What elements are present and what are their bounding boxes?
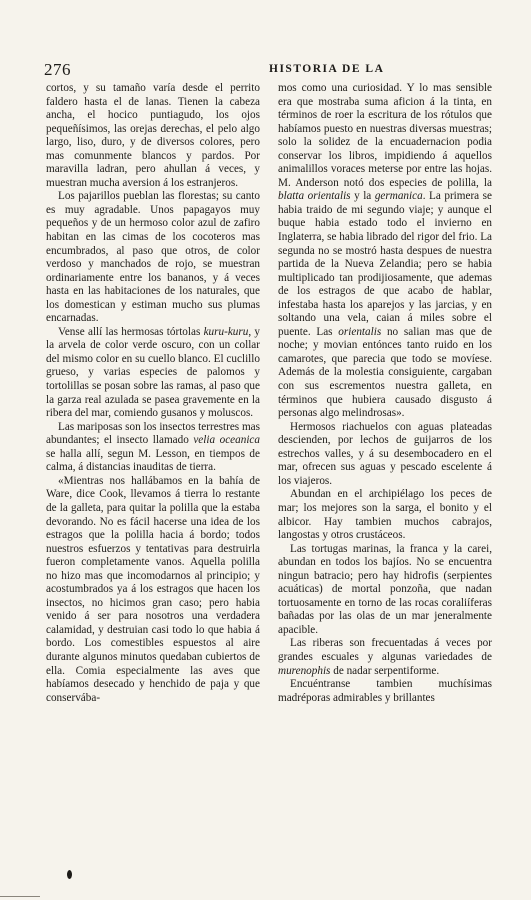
italic-term: kuru-kuru	[203, 325, 249, 338]
paragraph: Las tortugas marinas, la franca y la carei, abundan en todos los bajíos. No se encuentra ningun batracio; pero hay hidrofis (serpientes acuáticas) de mortal ponzoña, que nadan tortuosamente en torno de las rocas coraliíferas bañadas por las olas de un mar jeneralmente apacible.	[278, 542, 492, 636]
paragraph: Encuéntranse tambien muchísimas madréporas admirables y brillantes	[278, 678, 492, 704]
paragraph: Los pajarillos pueblan las florestas; su canto es muy agradable. Unos papagayos muy pequeños y de un hermoso color azul de zafiro habitan en las cimas de los cocoteros mas encumbrados, al paso que otros, de color verdoso y manchados de rojo, se muestran ordinariamente entre los bananos, y á veces hasta en las habitaciones de los naturales, que los domestican y estiman mucho sus plumas encarnadas.	[46, 190, 260, 325]
paragraph	[278, 82, 492, 421]
left-column	[46, 82, 260, 705]
text-run: . La primera se habia traido de mi segundo viaje; y aunque el buque habia estado todo el invierno en Inglaterra, se habia librado del rigor del frio. La segunda no se mostró hasta despues de nuestra partida de la Nueva Zelandia; pero se habia multiplicado tan prodijiosamente, que ademas de los estragos de que acabo de hablar, infestaba hasta los aparejos y las jarcias, y en soltando una vela, caian á miles sobre el puente. Las	[278, 190, 493, 338]
italic-term: murenophis	[278, 664, 331, 677]
bottom-rule	[0, 896, 40, 897]
paragraph	[278, 637, 492, 678]
running-head: HISTORIA DE LA	[269, 63, 385, 75]
text-run: Las mariposas son los insectos terrestres mas abundantes; el insecto llamado	[46, 420, 260, 447]
text-run: de nadar serpentiforme.	[330, 664, 440, 677]
paragraph: «Mientras nos hallábamos en la bahía de Ware, dice Cook, llevamos á tierra lo restante de la galleta, para quitar la polilla que la estaba devorando. No es fácil hacerse una idea de los estragos que la polilla hacia á bordo; todos nuestros esfuerzos y tentativas para destruirla fueron completamente vanos. Aquella polilla no hizo mas que incomodarnos al principio; y acostumbrados ya á los estragos que hacen los insectos, no hicimos gran caso; pero habia venido á ser para nosotros una verdadera calamidad, y destruian casi todo lo que habia á bordo. Los comestibles espuestos al aire durante algunos minutos quedaban cubiertos de ella. Comia especialmente las aves que habíamos desecado y henchido de paja y que conservába-	[46, 474, 260, 704]
italic-term: blatta orientalis	[278, 190, 351, 203]
text-run: Las riberas son frecuentadas á veces por grandes escuales y algunas variedades de	[278, 637, 492, 663]
text-run: y la	[350, 190, 375, 203]
paragraph	[46, 326, 260, 421]
paragraph: cortos, y su tamaño varía desde el perrito faldero hasta el de lanas. Tienen la cabeza ancha, el hocico puntiagudo, los ojos pequeñísimos, las orejas derechas, el pelo algo largo, liso, duro, y de diversos colores, pero mas comunmente blancos y pardos. Por maravilla ladran, pero ahullan á veces, y muestran mucha aversion á los estranjeros.	[46, 82, 260, 189]
text-run: Vense allí las hermosas tórtolas	[58, 325, 204, 338]
text-run: , y la arvela de color verde oscuro, con un collar del mismo color en su cuello blanco. El cuclillo grueso, y varias especies de palomos y tortolillas se posan sobre las ramas, al paso que la garza real azulada se pasea gravemente en la ribera del mar, comiendo gusanos y moluscos.	[46, 325, 261, 420]
paragraph: Abundan en el archipiélago los peces de mar; los mejores son la sarga, el bonito y el albicor. Hay tambien muchos cabrajos, langostas y otros crustáceos.	[278, 488, 492, 542]
ink-spot	[67, 870, 72, 879]
paragraph	[46, 421, 260, 475]
page-number: 276	[44, 60, 71, 79]
right-column	[278, 82, 492, 705]
italic-term: orientalis	[338, 325, 382, 338]
text-run: mos como una curiosidad. Y lo mas sensible era que mostraba suma aficion á la tinta, en términos de roer la escritura de los rótulos que habíamos puesto en nuestras diversas muestras; solo la solidez de la encuadernacion podia conservar los libros, impidiendo á aquellos animalillos voraces meterse por entre las hojas. M. Anderson notó dos especies de polilla, la	[278, 82, 492, 189]
text-run: no salian mas que de noche; y movian entónces tanto ruido en los camarotes, que parecia que todo se movíese. Además de la molestia consiguiente, cargaban con sus escrementos nuestra galleta, en términos que hubiera causado disgusto á personas algo melindrosas».	[278, 325, 492, 420]
italic-term: velia oceanica	[193, 434, 260, 447]
italic-term: germanica	[374, 190, 423, 203]
text-run: se halla allí, segun M. Lesson, en tiempos de calma, á distancias inauditas de tierra.	[46, 447, 260, 474]
paragraph: Hermosos riachuelos con aguas plateadas descienden, por lechos de guijarros de los estrechos valles, y á su desembocadero en el mar, ofrecen sus aguas y pescado escelente á los viajeros.	[278, 420, 492, 487]
page-header	[44, 60, 504, 80]
